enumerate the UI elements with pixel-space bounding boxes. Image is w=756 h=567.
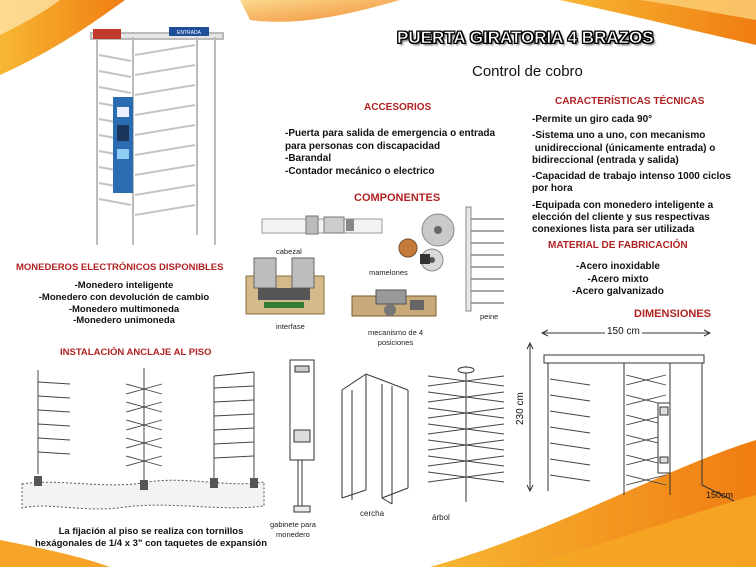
peine-image [462, 205, 506, 315]
dim-width-label: 150 cm [607, 326, 640, 337]
list-item: unidireccional (únicamente entrada) o [532, 142, 716, 154]
list-item: -Permite un giro cada 90° [532, 114, 653, 125]
mecanismo-label: mecanismo de 4 posiciones [368, 328, 424, 347]
instalacion-heading: INSTALACIÓN ANCLAJE AL PISO [60, 347, 212, 358]
arbol-label: árbol [432, 513, 450, 522]
page-subtitle: Control de cobro [472, 63, 583, 80]
dimensions-drawing [520, 325, 756, 515]
gabinete-label: gabinete para monedero [270, 520, 316, 539]
dim-height-label: 230 cm [515, 392, 526, 425]
list-item: -Monedero multimoneda [68, 303, 180, 315]
list-item: elección del cliente y sus respectivas [532, 212, 710, 224]
gabinete-image [284, 358, 320, 518]
list-item: para personas con discapacidad [285, 140, 441, 152]
accesorios-list [285, 128, 495, 178]
dim-depth-label: 150cm [706, 490, 734, 500]
list-item: -Acero galvanizado [572, 286, 664, 297]
caracteristicas-heading: CARACTERÍSTICAS TÉCNICAS [555, 96, 705, 107]
list-item: -Contador mecánico o electrico [285, 165, 435, 177]
componentes-heading: COMPONENTES [354, 192, 441, 204]
list-item: -Barandal [285, 153, 332, 164]
list-item: -Acero mixto [587, 273, 649, 285]
mamelones-label: mamelones [369, 268, 408, 277]
list-item: -Sistema uno a uno, con mecanismo [532, 130, 706, 142]
caracteristicas-list [532, 114, 731, 237]
material-list [565, 261, 671, 299]
monederos-heading: MONEDEROS ELECTRÓNICOS DISPONIBLES [16, 262, 224, 273]
arbol-image [424, 362, 508, 510]
material-heading: MATERIAL DE FABRICACIÓN [548, 240, 688, 251]
monederos-list [34, 280, 214, 327]
list-item: -Acero inoxidable [576, 261, 660, 272]
interfase-image [244, 254, 326, 318]
mecanismo-image [350, 288, 440, 324]
mamelones-image [394, 212, 464, 276]
dimensiones-heading: DIMENSIONES [634, 308, 712, 320]
interfase-label: interfase [276, 322, 305, 331]
turnstile-photo [85, 15, 235, 250]
peine-label: peine [480, 312, 499, 321]
list-item: bidireccional (entrada y salida) [532, 154, 679, 166]
list-item: conexiones lista para ser utilizada [532, 224, 695, 236]
list-item: -Monedero con devolución de cambio [38, 291, 210, 303]
cabezal-label: cabezal [276, 247, 302, 256]
installation-drawing [18, 362, 268, 512]
list-item: -Monedero unimoneda [73, 315, 175, 327]
accesorios-heading: ACCESORIOS [364, 102, 432, 113]
cercha-image [338, 370, 412, 510]
cercha-label: cercha [360, 509, 385, 518]
swoosh-top-center [240, 0, 400, 22]
list-item: -Capacidad de trabajo intenso 1000 ciclos [532, 171, 731, 183]
entrada-sign: ENTRADA [177, 30, 201, 36]
list-item: -Equipada con monedero inteligente a [532, 199, 714, 211]
list-item: -Puerta para salida de emergencia o entrada [285, 128, 496, 139]
list-item: por hora [532, 183, 573, 195]
list-item: -Monedero inteligente [74, 280, 174, 291]
instalacion-note: La fijación al piso se realiza con tornillos hexágonales de 1/4 x 3" con taquetes de expansión [34, 526, 268, 549]
cabezal-image [262, 213, 384, 241]
page-title: PUERTA GIRATORIA 4 BRAZOS [397, 28, 654, 47]
